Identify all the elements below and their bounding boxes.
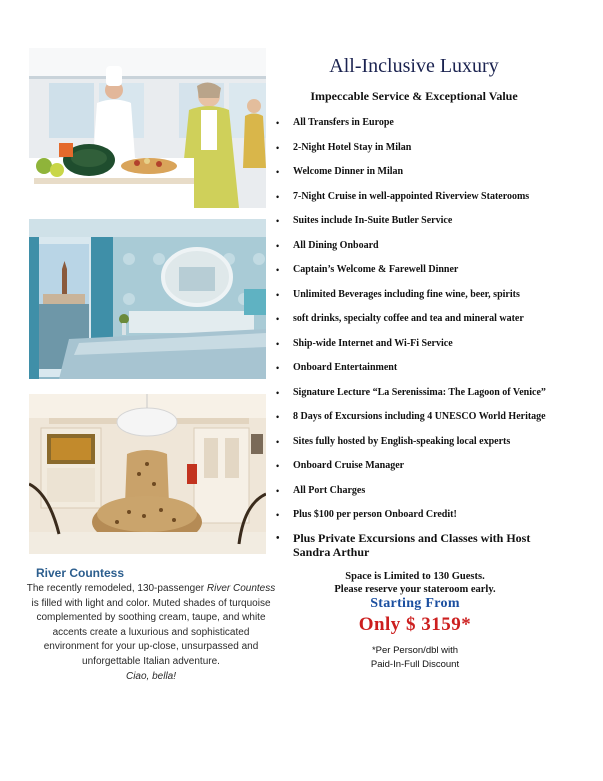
bullet-icon: • [276, 191, 280, 202]
bullet-icon: • [276, 314, 280, 324]
list-item: • Welcome Dinner in Milan [276, 160, 576, 185]
private-excursions-line2: Sandra Arthur [293, 544, 370, 559]
price-footnote: *Per Person/dbl with Paid-In-Full Discount [370, 645, 460, 670]
bullet-icon: • [276, 510, 280, 520]
list-item: • Sites fully hosted by English-speaking local experts [276, 430, 576, 455]
list-item: • Captain’s Welcome & Farewell Dinner [276, 258, 576, 283]
capacity-notice: Space is Limited to 130 Guests. Please reserve your stateroom early. [334, 571, 496, 595]
bullet-icon: • [276, 216, 280, 226]
list-item: • 8 Days of Excursions including 4 UNESCO World Heritage [276, 405, 576, 430]
page-title: All-Inclusive Luxury [329, 55, 499, 77]
list-item: • soft drinks, specialty coffee and tea and mineral water [276, 307, 576, 332]
price: Only $ 3159* [358, 614, 472, 635]
list-item: • All Port Charges [276, 479, 576, 504]
list-item: • Suites include In-Suite Butler Service [276, 209, 576, 234]
bullet-icon: • [276, 363, 280, 373]
bullet-icon: • [276, 240, 280, 251]
starting-from-label: Starting From [370, 596, 460, 611]
ship-name-heading: River Countess [36, 566, 125, 580]
buffet-photo [29, 48, 266, 208]
list-item: • 2-Night Hotel Stay in Milan [276, 136, 576, 161]
list-item: • Signature Lecture “La Serenissima: The Lagoon of Venice” [276, 381, 576, 406]
ship-description: The recently remodeled, 130-passenger River Countess is filled with light and color. Muted shades of turquoise complemented by soothing cream, taupe, and white accents create a luxurious and sophisticated environment for your up-close, unsurpassed and unforgettable Italian adventure. Ciao, bella! [26, 583, 276, 682]
private-excursions-item [276, 532, 566, 559]
bullet-icon: • [276, 387, 280, 398]
bullet-icon: • [276, 533, 280, 544]
list-item: • All Transfers in Europe [276, 111, 576, 136]
bullet-icon: • [276, 142, 280, 153]
bullet-icon: • [276, 118, 280, 128]
private-excursions-line1: Plus Private Excursions and Classes with Host [293, 531, 531, 545]
closing-line: Ciao, bella! [125, 670, 177, 682]
list-item: • All Dining Onboard [276, 234, 576, 259]
bullet-icon: • [276, 436, 280, 447]
bullet-icon: • [276, 167, 280, 177]
bullet-icon: • [276, 412, 280, 422]
bullet-icon: • [276, 338, 280, 349]
page-subtitle: Impeccable Service & Exceptional Value [310, 89, 518, 103]
bullet-icon: • [276, 461, 280, 471]
list-item: • Ship-wide Internet and Wi-Fi Service [276, 332, 576, 357]
list-item: • 7-Night Cruise in well-appointed Riverview Staterooms [276, 185, 576, 210]
bullet-icon: • [276, 265, 280, 275]
list-item: • Onboard Entertainment [276, 356, 576, 381]
features-list [276, 111, 576, 528]
lounge-photo [29, 394, 266, 554]
suite-bedroom-photo [29, 219, 266, 379]
list-item: • Onboard Cruise Manager [276, 454, 576, 479]
list-item: • Unlimited Beverages including fine wine, beer, spirits [276, 283, 576, 308]
bullet-icon: • [276, 485, 280, 496]
list-item: • Plus $100 per person Onboard Credit! [276, 503, 576, 528]
bullet-icon: • [276, 289, 280, 300]
